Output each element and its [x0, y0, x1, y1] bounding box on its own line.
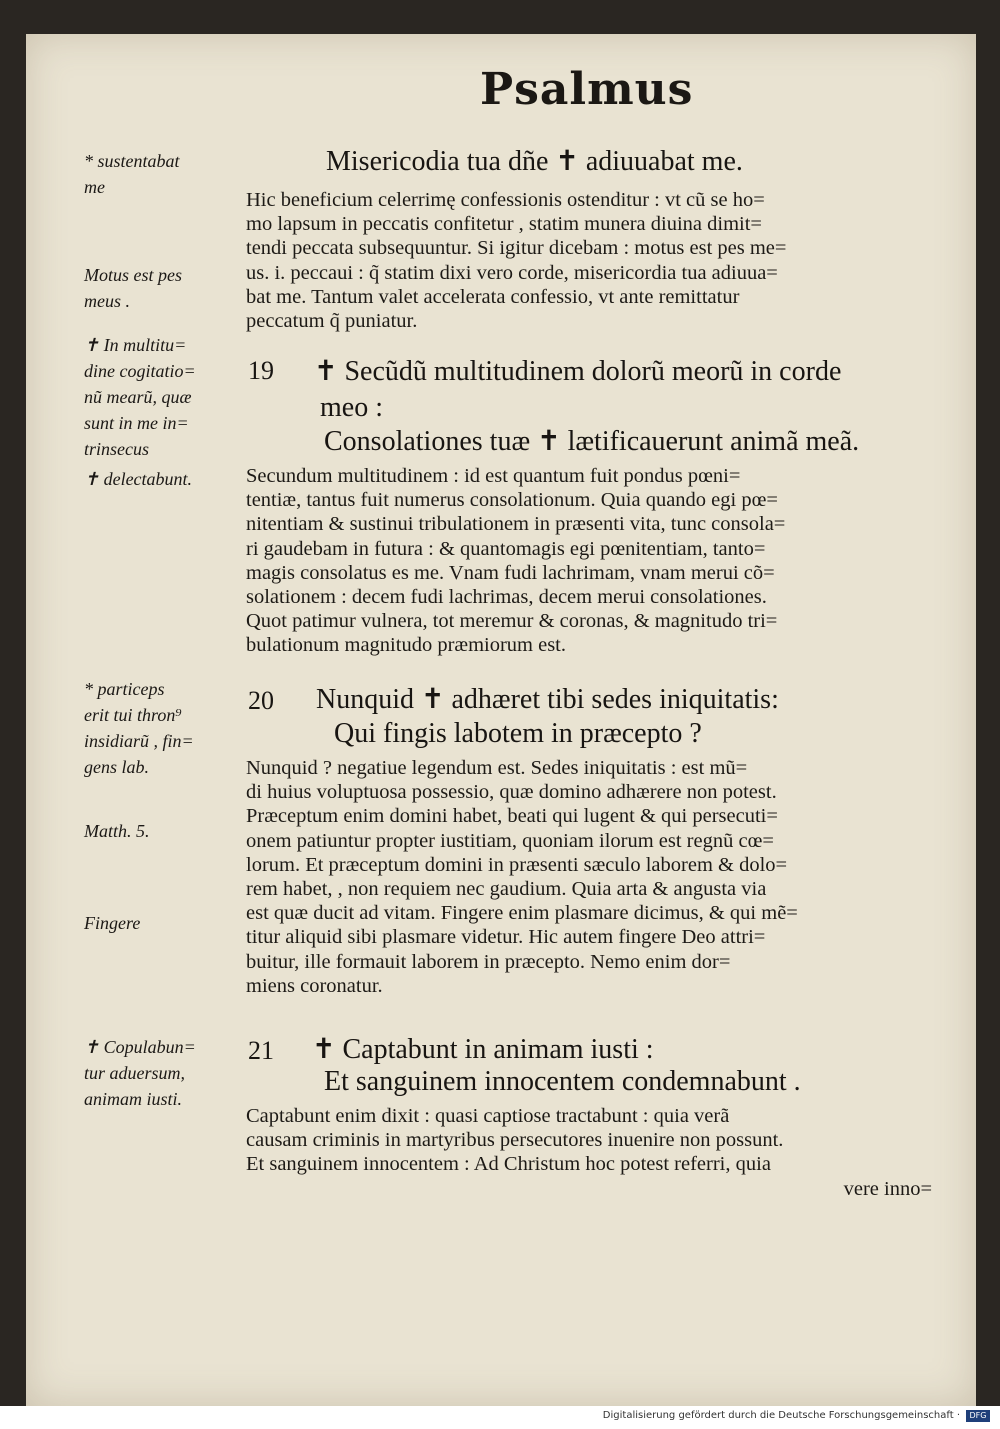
commentary-block-4 — [246, 1104, 946, 1201]
commentary-line: Captabunt enim dixit : quasi captiose tractabunt : quia verã — [246, 1105, 730, 1127]
verse-number: 20 — [248, 686, 274, 715]
verse-line: Qui fingis labotem in præcepto ? — [334, 718, 702, 749]
commentary-block-3 — [246, 756, 946, 998]
commentary-line: causam criminis in martyribus persecutores inuenire non possunt. — [246, 1129, 784, 1152]
margin-note: ✝ In multitu= dine cogitatio= nũ mearũ, quæ sunt in me in= trinsecus — [84, 335, 196, 459]
commentary-line: peccatum q̃ puniatur. — [246, 310, 418, 333]
commentary-line: us. i. peccaui : q̃ statim dixi vero corde, misericordia tua adiuua= — [246, 261, 778, 284]
commentary-line: est quæ ducit ad vitam. Fingere enim plasmare dicimus, & qui mẽ= — [246, 902, 798, 925]
verse-number: 19 — [248, 356, 274, 385]
verse-line: ✝ Captabunt in animam iusti : — [312, 1034, 654, 1065]
commentary-block-1 — [246, 188, 946, 333]
dfg-logo-icon: DFG — [966, 1410, 990, 1422]
commentary-line: Hic beneficium celerrimę confessionis ostenditur : vt cũ se ho= — [246, 189, 765, 211]
margin-note: Matth. 5. — [84, 821, 150, 841]
commentary-line: buitur, ille formauit laborem in præcepto. Nemo enim dor= — [246, 950, 731, 973]
margin-note: Fingere — [84, 913, 141, 933]
commentary-line: nitentiam & sustinui tribulationem in præsenti vita, tunc consola= — [246, 513, 786, 536]
verse-line: Misericodia tua dñe ✝ adiuuabat me. — [326, 146, 743, 177]
margin-note: ✝ delectabunt. — [84, 469, 193, 489]
commentary-line: tendi peccata subsequuntur. Si igitur dicebam : motus est pes me= — [246, 237, 787, 260]
commentary-block-2 — [246, 464, 946, 658]
verse-line: Consolationes tuæ ✝ lætificauerunt animã meã. — [324, 426, 860, 457]
commentary-line: miens coronatur. — [246, 974, 383, 997]
commentary-line: di huius voluptuosa possessio, quæ domino adhærere non potest. — [246, 781, 777, 804]
commentary-line: Nunquid ? negatiue legendum est. Sedes iniquitatis : est mũ= — [246, 757, 748, 779]
commentary-line: magis consolatus es me. Vnam fudi lachrimam, vnam merui cõ= — [246, 561, 775, 584]
commentary-line: Secundum multitudinem : id est quantum fuit pondus pœni= — [246, 465, 741, 487]
commentary-line: Et sanguinem innocentem : Ad Christum hoc potest referri, quia — [246, 1153, 771, 1176]
commentary-line: rem habet, , non requiem nec gaudium. Quia arta & angusta via — [246, 878, 767, 901]
commentary-line: mo lapsum in peccatis confitetur , statim munera diuina dimit= — [246, 213, 762, 236]
verse-line: Nunquid ✝ adhæret tibi sedes iniquitatis: — [316, 684, 779, 715]
commentary-line: Quot patimur vulnera, tot meremur & coronas, & magnitudo tri= — [246, 610, 778, 633]
commentary-line: tentiæ, tantus fuit numerus consolationum. Quia quando egi pœ= — [246, 489, 778, 512]
commentary-line: bulationum magnitudo præmiorum est. — [246, 634, 567, 657]
verse-line: meo : — [320, 392, 383, 423]
margin-note: Motus est pes meus . — [84, 265, 182, 311]
margin-note: * particeps erit tui thron⁹ insidiarũ , fin= gens lab. — [84, 679, 194, 777]
commentary-line: titur aliquid sibi plasmare videtur. Hic autem fingere Deo attri= — [246, 926, 766, 949]
verse-number: 21 — [248, 1036, 274, 1065]
commentary-line: bat me. Tantum valet accelerata confessio, vt ante remittatur — [246, 285, 740, 308]
commentary-line: solationem : decem fudi lachrimas, decem merui consolationes. — [246, 586, 767, 609]
margin-note: * sustentabat me — [84, 151, 180, 197]
margin-note: ✝ Copulabun= tur aduersum, animam iusti. — [84, 1037, 196, 1109]
running-header: Psalmus — [480, 64, 694, 115]
funding-credit: Digitalisierung gefördert durch die Deutsche Forschungsgemeinschaft · — [602, 1410, 960, 1421]
commentary-line: ri gaudebam in futura : & quantomagis egi pœnitentiam, tanto= — [246, 537, 766, 560]
verse-line: ✝ Secũdũ multitudinem dolorũ meorũ in corde — [314, 356, 842, 387]
commentary-line: Præceptum enim domini habet, beati qui lugent & qui persecuti= — [246, 805, 778, 828]
catchword: vere inno= — [843, 1177, 932, 1200]
commentary-line: onem patiuntur propter iustitiam, quoniam ilorum est regnũ cœ= — [246, 829, 774, 852]
commentary-line: lorum. Et præceptum domini in præsenti sæculo laborem & dolo= — [246, 853, 788, 876]
verse-line: Et sanguinem innocentem condemnabunt . — [324, 1066, 801, 1097]
